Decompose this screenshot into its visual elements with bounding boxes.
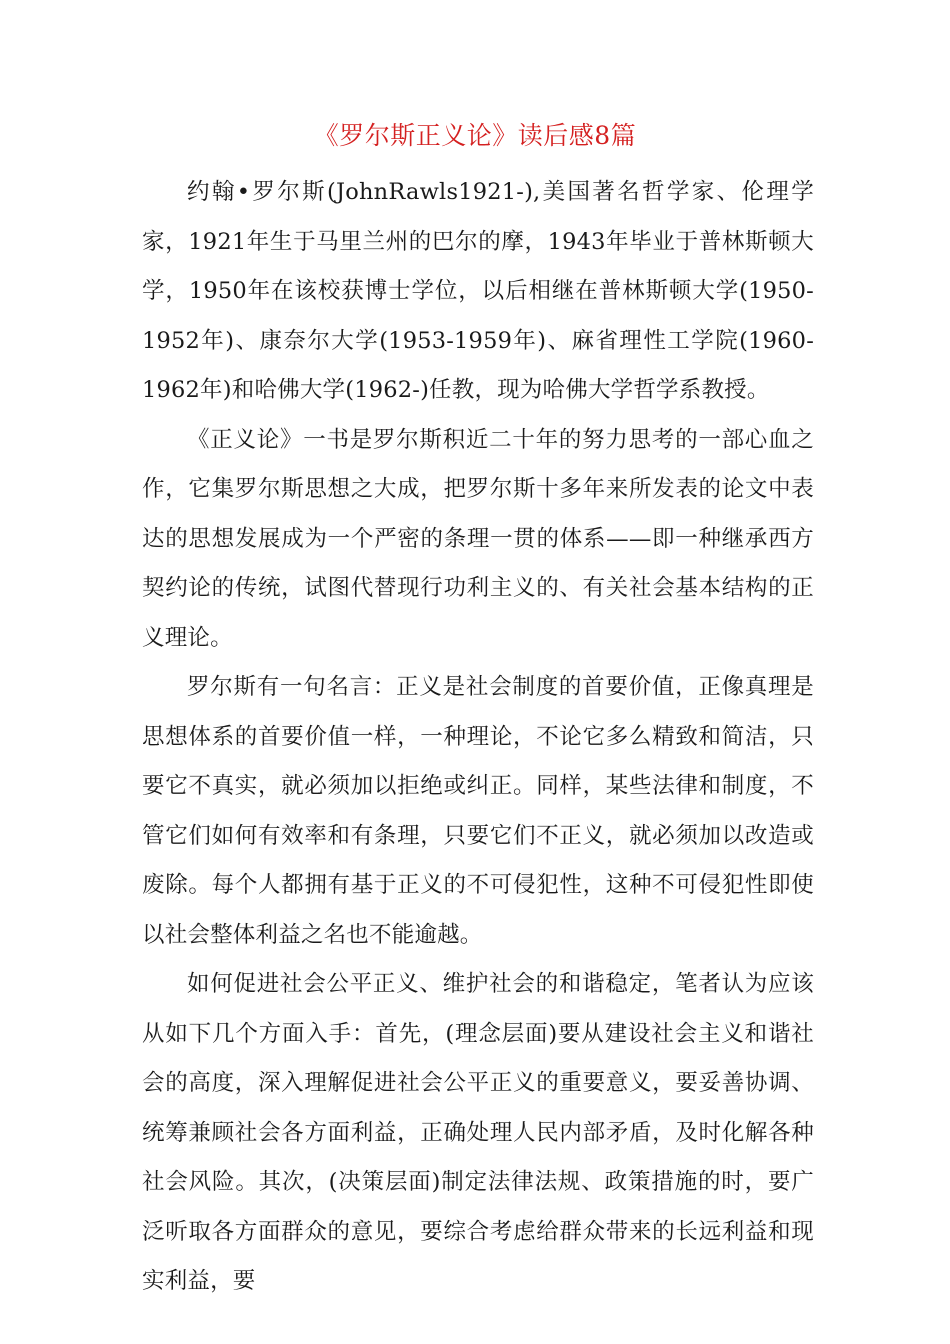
document-title: 《罗尔斯正义论》读后感8篇: [313, 121, 637, 150]
paragraph-2: 《正义论》一书是罗尔斯积近二十年的努力思考的一部心血之作，它集罗尔斯思想之大成，把罗尔斯十多年来所发表的论文中表达的思想发展成为一个严密的条理一贯的体系——即一种继承西方契约论的传统，试图代替现行功利主义的、有关社会基本结构的正义理论。: [142, 426, 814, 651]
document-body: [142, 168, 814, 1307]
paragraph-3: 罗尔斯有一句名言：正义是社会制度的首要价值，正像真理是思想体系的首要价值一样，一种理论，不论它多么精致和简洁，只要它不真实，就必须加以拒绝或纠正。同样，某些法律和制度，不管它们如何有效率和有条理，只要它们不正义，就必须加以改造或废除。每个人都拥有基于正义的不可侵犯性，这种不可侵犯性即使以社会整体利益之名也不能逾越。: [142, 674, 814, 948]
paragraph-1: 约翰•罗尔斯(JohnRawls1921-),美国著名哲学家、伦理学家，1921年生于马里兰州的巴尔的摩，1943年毕业于普林斯顿大学，1950年在该校获博士学位，以后相继在普林斯顿大学(1950-1952年)、康奈尔大学(1953-1959年)、麻省理性工学院(1960-1962年)和哈佛大学(1962-)任教，现为哈佛大学哲学系教授。: [142, 179, 814, 403]
paragraph-4: 如何促进社会公平正义、维护社会的和谐稳定，笔者认为应该从如下几个方面入手：首先，(理念层面)要从建设社会主义和谐社会的高度，深入理解促进社会公平正义的重要意义，要妥善协调、统筹兼顾社会各方面利益，正确处理人民内部矛盾，及时化解各种社会风险。其次，(决策层面)制定法律法规、政策措施的时，要广泛听取各方面群众的意见，要综合考虑给群众带来的长远利益和现实利益，要: [142, 971, 814, 1294]
